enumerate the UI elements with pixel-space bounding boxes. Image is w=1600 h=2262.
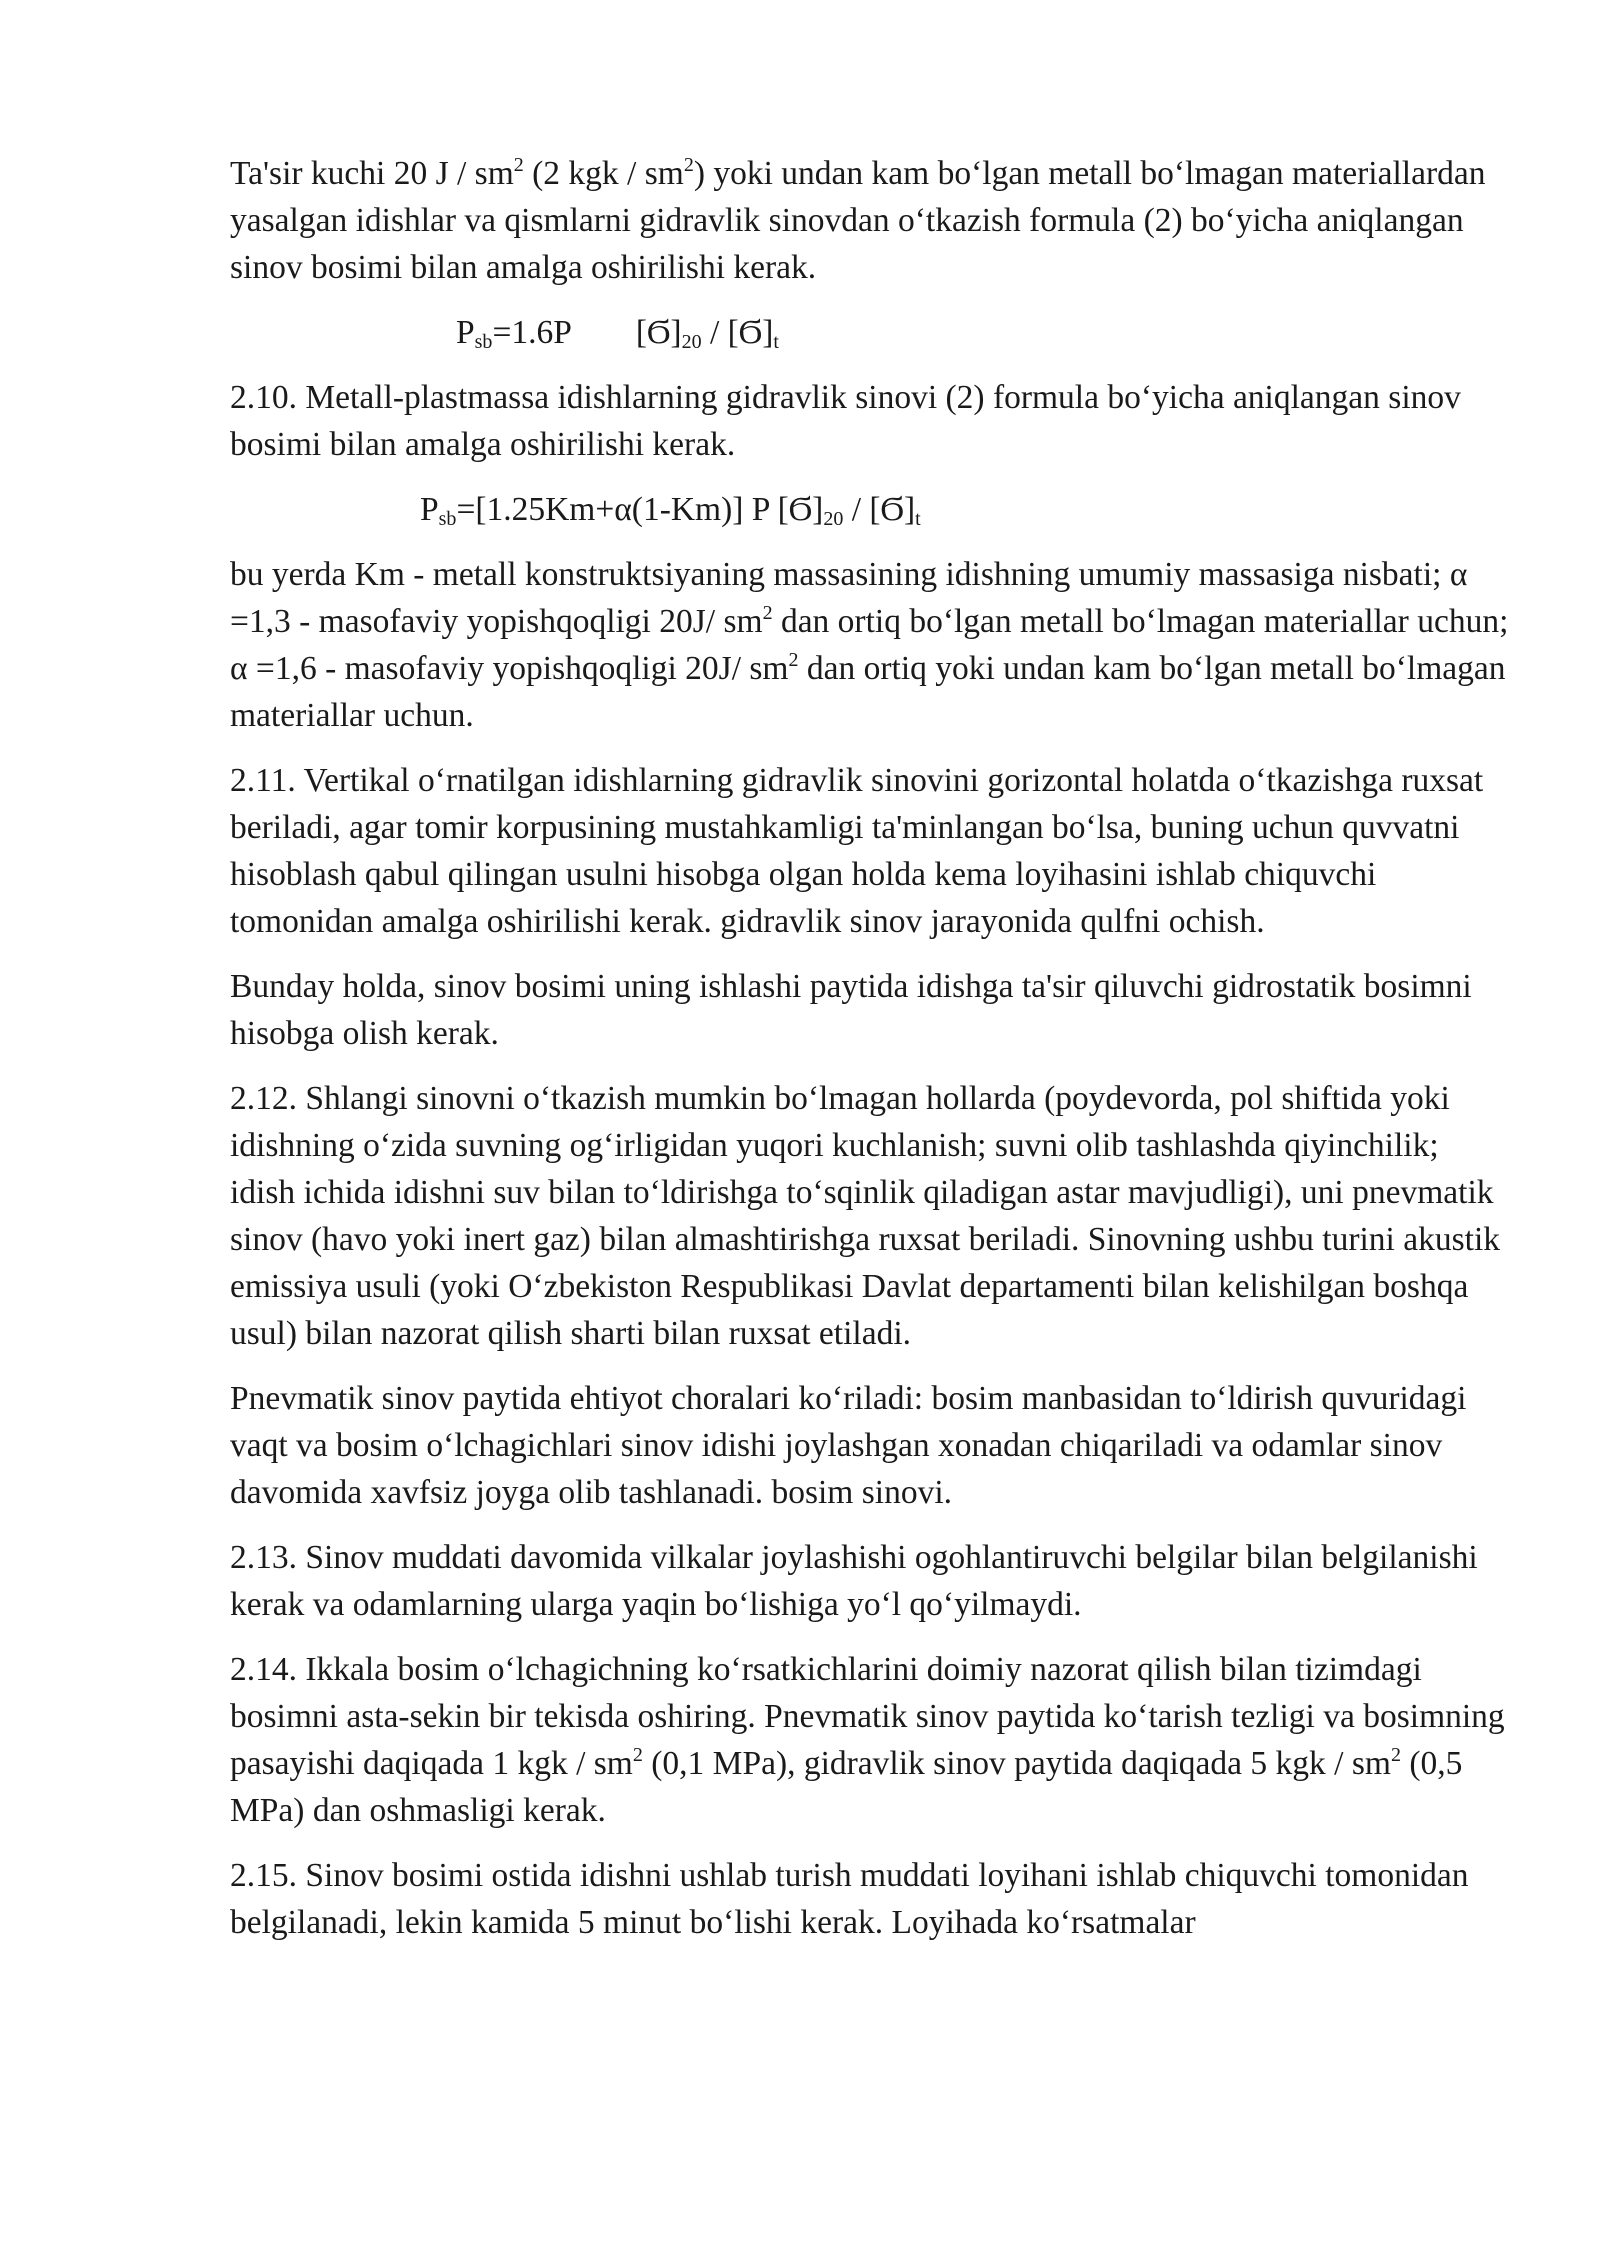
superscript: 2 — [513, 154, 524, 176]
text-run: dan ortiq bo‘lgan metall bo‘lmagan materiallar uchun; α =1,6 - masofaviy yopishqoqligi 20J/ sm — [230, 603, 1509, 687]
formula-expression: =1.6P — [492, 314, 572, 351]
subscript: sb — [438, 508, 457, 530]
paragraph-2-14 — [230, 1646, 1510, 1834]
text-run: ) yoki undan kam bo‘lgan metall bo‘lmagan materiallardan yasalgan idishlar va qismlarni gidravlik sinovdan o‘tkazish formula (2) bo‘yicha aniqlangan sinov bosimi bilan amalga oshirilishi kerak. — [230, 155, 1486, 286]
superscript: 2 — [632, 1744, 643, 1766]
paragraph-2-15: 2.15. Sinov bosimi ostida idishni ushlab turish muddati loyihani ishlab chiquvchi tomonidan belgilanadi, lekin kamida 5 minut bo‘lishi kerak. Loyihada ko‘rsatmalar — [230, 1857, 1469, 1941]
text-run: Ta'sir kuchi 20 J / sm — [230, 155, 514, 192]
formula-test-pressure-2 — [230, 486, 1510, 533]
formula-symbol: P — [420, 491, 439, 528]
paragraph-impact-force — [230, 150, 1510, 291]
formula-symbol: [Ϭ] — [635, 314, 682, 351]
formula-symbol: [Ϭ] — [869, 491, 916, 528]
paragraph-definitions — [230, 551, 1510, 739]
document-page — [230, 150, 1510, 1964]
subscript: t — [915, 508, 921, 530]
paragraph-hydrostatic: Bunday holda, sinov bosimi uning ishlashi paytida idishga ta'sir qiluvchi gidrostatik bosimni hisobga olish kerak. — [230, 968, 1472, 1052]
formula-symbol: [Ϭ] — [777, 491, 824, 528]
formula-symbol: [Ϭ] — [727, 314, 774, 351]
text-run: (2 kgk / sm — [523, 155, 684, 192]
text-run: 2.14. Ikkala bosim o‘lchagichning ko‘rsatkichlarini doimiy nazorat qilish bilan tizimdagi bosimni asta-sekin bir tekisda oshiring. Pnevmatik sinov paytida ko‘tarish tezligi va bosimning pasayishi daqiqada 1 kgk / sm — [230, 1651, 1505, 1782]
subscript: t — [773, 331, 779, 353]
superscript: 2 — [1390, 1744, 1401, 1766]
text-run: bu yerda Km - metall konstruktsiyaning massasining idishning umumiy massasiga nisbati; α =1,3 - masofaviy yopishqoqligi 20J/ sm — [230, 556, 1468, 640]
formula-operator: / — [843, 491, 870, 528]
formula-expression: =[1.25Km+α(1-Km)] P — [456, 491, 778, 528]
formula-operator: / — [701, 314, 728, 351]
text-run: (0,5 MPa) dan oshmasligi kerak. — [230, 1745, 1463, 1829]
formula-symbol: P — [456, 314, 475, 351]
text-run: (0,1 MPa), gidravlik sinov paytida daqiqada 5 kgk / sm — [642, 1745, 1391, 1782]
text-run: dan ortiq yoki undan kam bo‘lgan metall bo‘lmagan materiallar uchun. — [230, 650, 1506, 734]
paragraph-2-11: 2.11. Vertikal o‘rnatilgan idishlarning gidravlik sinovini gorizontal holatda o‘tkazishga ruxsat beriladi, agar tomir korpusining mustahkamligi ta'minlangan bo‘lsa, buning uchun quvvatni hisoblash qabul qilingan usulni hisobga olgan holda kema loyihasini ishlab chiquvchi tomonidan amalga oshirilishi kerak. gidravlik sinov jarayonida qulfni ochish. — [230, 762, 1484, 940]
superscript: 2 — [683, 154, 694, 176]
subscript: 20 — [681, 331, 702, 353]
paragraph-pneumatic-precautions: Pnevmatik sinov paytida ehtiyot choralari ko‘riladi: bosim manbasidan to‘ldirish quvuridagi vaqt va bosim o‘lchagichlari sinov idishi joylashgan xonadan chiqariladi va odamlar sinov davomida xavfsiz joyga olib tashlanadi. bosim sinovi. — [230, 1380, 1467, 1511]
superscript: 2 — [788, 649, 799, 671]
superscript: 2 — [762, 602, 773, 624]
formula-test-pressure-1 — [230, 309, 1510, 356]
paragraph-2-13: 2.13. Sinov muddati davomida vilkalar joylashishi ogohlantiruvchi belgilar bilan belgilanishi kerak va odamlarning ularga yaqin bo‘lishiga yo‘l qo‘yilmaydi. — [230, 1539, 1478, 1623]
paragraph-2-10: 2.10. Metall-plastmassa idishlarning gidravlik sinovi (2) formula bo‘yicha aniqlangan sinov bosimi bilan amalga oshirilishi kerak. — [230, 379, 1461, 463]
paragraph-2-12: 2.12. Shlangi sinovni o‘tkazish mumkin bo‘lmagan hollarda (poydevorda, pol shiftida yoki idishning o‘zida suvning og‘irligidan yuqori kuchlanish; suvni olib tashlashda qiyinchilik; idish ichida idishni suv bilan to‘ldirishga to‘sqinlik qiladigan astar mavjudligi), uni pnevmatik sinov (havo yoki inert gaz) bilan almashtirishga ruxsat beriladi. Sinovning ushbu turini akustik emissiya usuli (yoki O‘zbekiston Respublikasi Davlat departamenti bilan kelishilgan boshqa usul) bilan nazorat qilish sharti bilan ruxsat etiladi. — [230, 1080, 1501, 1352]
subscript: 20 — [823, 508, 844, 530]
subscript: sb — [474, 331, 493, 353]
